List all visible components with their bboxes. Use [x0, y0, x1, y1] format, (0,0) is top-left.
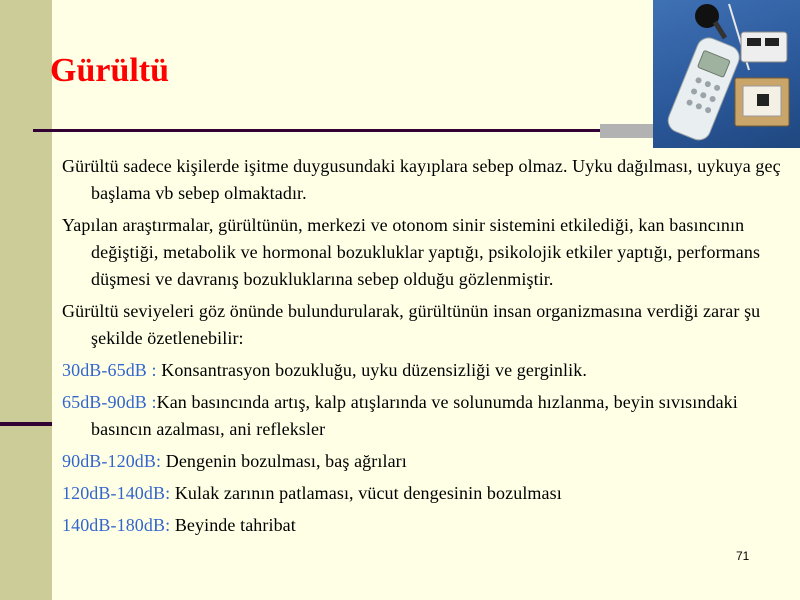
left-bar-stripe	[0, 422, 52, 426]
left-side-bar	[0, 0, 52, 600]
noise-level-range: 90dB-120dB:	[62, 451, 166, 471]
noise-level-effect: Kan basıncında artış, kalp atışlarında ve solunumda hızlanma, beyin sıvısındaki basıncın azalması, ani refleksler	[91, 392, 738, 439]
noise-level-effect: Kulak zarının patlaması, vücut dengesinin bozulması	[174, 483, 562, 503]
noise-level-item	[62, 357, 790, 384]
noise-level-item	[62, 512, 790, 539]
paragraph-3: Gürültü seviyeleri göz önünde bulundurularak, gürültünün insan organizmasına verdiği zarar şu şekilde özetlenebilir:	[62, 301, 761, 348]
noise-level-range: 120dB-140dB:	[62, 483, 175, 503]
noise-level-range: 30dB-65dB :	[62, 360, 162, 380]
paragraph-1: Gürültü sadece kişilerde işitme duygusundaki kayıplara sebep olmaz. Uyku dağılması, uykuya geç başlama vb sebep olmaktadır.	[62, 156, 781, 203]
slide-title: Gürültü	[50, 52, 170, 89]
noise-level-effect: Dengenin bozulması, baş ağrıları	[165, 451, 407, 471]
noise-level-effect: Beyinde tahribat	[174, 515, 296, 535]
noise-level-item	[62, 480, 790, 507]
noise-level-range: 65dB-90dB :	[62, 392, 157, 412]
sound-level-meter-photo	[653, 0, 800, 148]
noise-level-effect: Konsantrasyon bozukluğu, uyku düzensizliği ve gerginlik.	[161, 360, 587, 380]
slide-number: 71	[736, 549, 750, 563]
title-divider	[33, 129, 600, 132]
title-divider-accent	[600, 124, 655, 138]
slide-body	[62, 153, 790, 544]
noise-level-item	[62, 448, 790, 475]
noise-level-item	[62, 389, 790, 443]
noise-level-range: 140dB-180dB:	[62, 515, 175, 535]
paragraph-2: Yapılan araştırmalar, gürültünün, merkezi ve otonom sinir sistemini etkilediği, kan basıncının değiştiği, metabolik ve hormonal bozukluklar yaptığı, psikolojik etkiler yaptığı, performans düşmesi ve davranış bozukluklarına sebep olduğu gözlenmiştir.	[62, 215, 761, 289]
